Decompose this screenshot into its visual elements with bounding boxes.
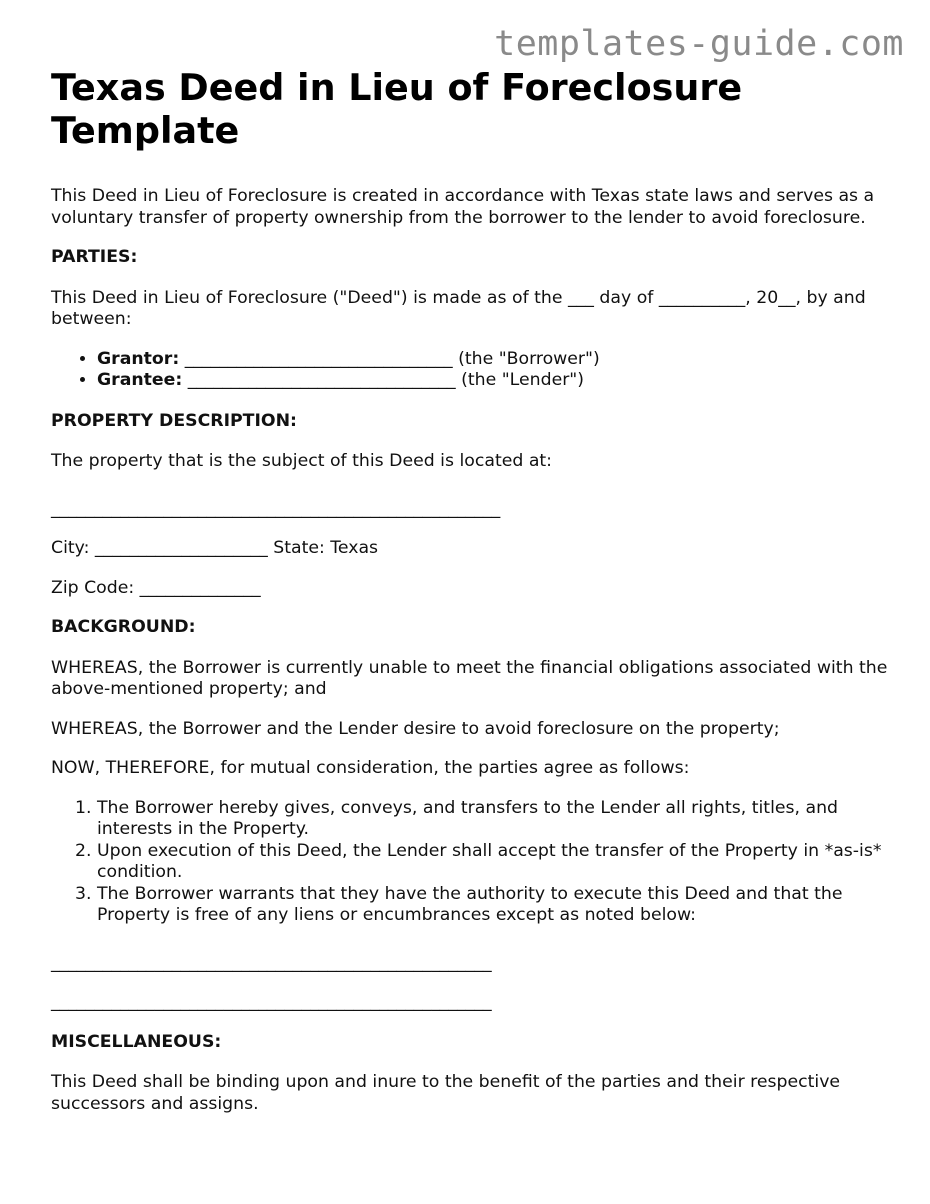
address-line: ____________________________________________________ (51, 498, 501, 519)
grantor-item (97, 349, 891, 371)
list-item: 1. The Borrower hereby gives, conveys, and transfers to the Lender all rights, titles, and interests in the Property. (97, 798, 891, 841)
page-title: Texas Deed in Lieu of Foreclosure Template (51, 66, 743, 152)
intro-paragraph: This Deed in Lieu of Foreclosure is created in accordance with Texas state laws and serves as a voluntary transfer of property ownership from the borrower to the lender to avoid foreclosure. (51, 186, 875, 228)
parties-heading: PARTIES: (51, 247, 138, 267)
document-body (51, 66, 891, 1133)
grantor-blank: _______________________________ (the "Borrower") (179, 348, 600, 369)
encumbrance-line-1: ___________________________________________________ (51, 952, 492, 973)
watermark-text: templates-guide.com (494, 24, 904, 64)
parties-list (51, 349, 891, 392)
whereas-paragraph-2: WHEREAS, the Borrower and the Lender desire to avoid foreclosure on the property; (51, 718, 780, 739)
miscellaneous-heading: MISCELLANEOUS: (51, 1031, 222, 1052)
background-heading: BACKGROUND: (51, 617, 196, 637)
miscellaneous-paragraph: This Deed shall be binding upon and inure to the benefit of the parties and their respective successors and assigns. (51, 1072, 841, 1114)
property-heading: PROPERTY DESCRIPTION: (51, 410, 297, 431)
zip-line: Zip Code: ______________ (51, 577, 261, 598)
city-state-line: City: ____________________ State: Texas (51, 538, 379, 558)
grantee-item (97, 370, 891, 392)
encumbrance-line-2: ___________________________________________________ (51, 992, 492, 1012)
parties-paragraph: This Deed in Lieu of Foreclosure ("Deed") is made as of the ___ day of __________, 20__, by and between: (51, 287, 866, 329)
agreement-list (51, 798, 891, 927)
whereas-paragraph-1: WHEREAS, the Borrower is currently unable to meet the financial obligations associated with the above-mentioned property; and (51, 657, 888, 699)
grantee-label: Grantee: (97, 370, 183, 390)
now-therefore-paragraph: NOW, THEREFORE, for mutual consideration, the parties agree as follows: (51, 758, 690, 778)
list-item: 3. The Borrower warrants that they have the authority to execute this Deed and that the Property is free of any liens or encumbrances except as noted below: (97, 884, 891, 927)
property-paragraph: The property that is the subject of this Deed is located at: (51, 451, 553, 471)
grantor-label: Grantor: (97, 348, 180, 369)
grantee-blank: _______________________________ (the "Lender") (182, 370, 584, 390)
list-item: 2. Upon execution of this Deed, the Lender shall accept the transfer of the Property in *as-is* condition. (97, 841, 891, 884)
